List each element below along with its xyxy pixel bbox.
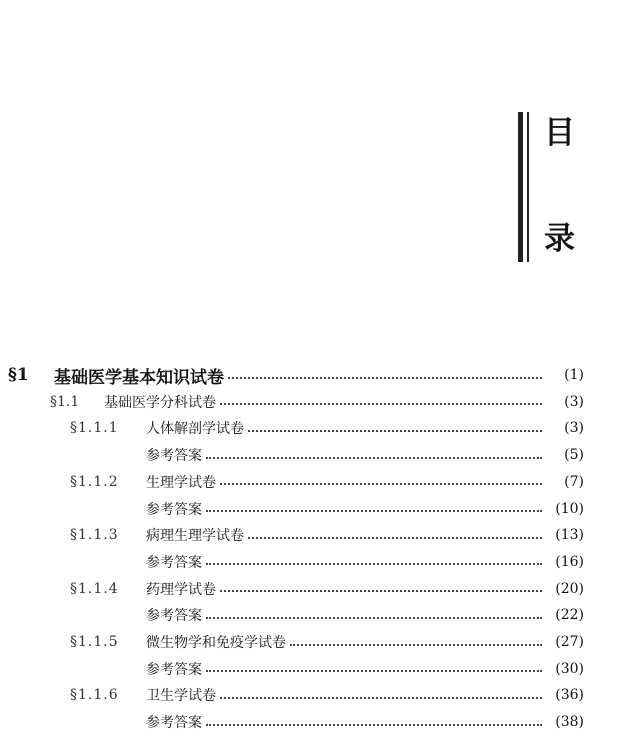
- toc-title: 基础医学基本知识试卷: [54, 367, 224, 388]
- toc-leader-dots: [206, 509, 542, 512]
- toc-row[interactable]: [70, 629, 584, 655]
- toc-page: (38): [555, 714, 584, 731]
- toc-leader-dots: [206, 723, 542, 726]
- toc-row[interactable]: [70, 602, 584, 628]
- toc-page: (10): [555, 500, 584, 517]
- toc-title: 生理学试卷: [146, 474, 216, 491]
- heading-thick-rule: [518, 112, 523, 262]
- toc-title: 人体解剖学试卷: [146, 421, 244, 438]
- toc-row[interactable]: [70, 576, 584, 602]
- toc-number: §1.1.5: [70, 634, 119, 650]
- toc-row[interactable]: [70, 549, 584, 575]
- toc-number: §1.1: [50, 393, 80, 410]
- heading-thin-rule: [527, 112, 529, 262]
- toc-leader-dots: [228, 376, 542, 379]
- toc-page: (27): [555, 634, 584, 650]
- toc-leader-dots: [220, 589, 542, 592]
- toc-title: 基础医学分科试卷: [104, 394, 216, 411]
- heading-char-mu: 目: [544, 115, 575, 151]
- toc-page: (7): [564, 473, 584, 490]
- toc-leader-dots: [220, 482, 542, 485]
- toc-number: §1.1.4: [70, 580, 119, 597]
- toc-row[interactable]: [70, 656, 584, 682]
- toc-row[interactable]: [8, 362, 584, 388]
- toc-title: 参考答案: [146, 715, 202, 732]
- toc-leader-dots: [206, 616, 542, 619]
- toc-row[interactable]: [70, 709, 584, 735]
- toc-leader-dots: [206, 669, 542, 672]
- toc-title: 病理生理学试卷: [146, 528, 244, 545]
- toc-number: §1: [8, 365, 29, 385]
- toc-title: 药理学试卷: [146, 581, 216, 598]
- toc-leader-dots: [220, 696, 542, 699]
- toc-row[interactable]: [70, 682, 584, 708]
- toc-leader-dots: [248, 429, 542, 432]
- toc-row[interactable]: [70, 469, 584, 495]
- toc-page: (3): [564, 393, 584, 410]
- toc-title: 参考答案: [146, 554, 202, 571]
- toc-title: 参考答案: [146, 661, 202, 678]
- toc-page: (20): [555, 580, 584, 597]
- toc-page: (1): [564, 367, 584, 383]
- toc-page: (13): [555, 527, 584, 544]
- toc-row[interactable]: [70, 522, 584, 548]
- toc-row[interactable]: [70, 496, 584, 522]
- toc-leader-dots: [220, 402, 542, 405]
- toc-row[interactable]: [50, 389, 584, 415]
- toc-page: (30): [555, 660, 584, 677]
- toc-row[interactable]: [70, 442, 584, 468]
- toc-title: 微生物学和免疫学试卷: [146, 635, 286, 651]
- toc-leader-dots: [206, 456, 542, 459]
- toc-heading: [518, 112, 618, 262]
- toc-page: (16): [555, 553, 584, 570]
- toc-page: (3): [564, 420, 584, 437]
- toc-number: §1.1.1: [70, 420, 119, 437]
- heading-char-lu: 录: [544, 221, 575, 257]
- toc-page: (36): [555, 687, 584, 704]
- toc-page: (22): [555, 607, 584, 624]
- toc-number: §1.1.3: [70, 527, 119, 544]
- toc-title: 卫生学试卷: [146, 688, 216, 705]
- toc-row[interactable]: [70, 415, 584, 441]
- toc-page: (5): [564, 447, 584, 464]
- toc-number: §1.1.6: [70, 687, 119, 704]
- toc-leader-dots: [248, 536, 542, 539]
- toc-title: 参考答案: [146, 448, 202, 465]
- toc-leader-dots: [206, 562, 542, 565]
- toc-number: §1.1.2: [70, 473, 119, 490]
- toc-title: 参考答案: [146, 608, 202, 625]
- toc-title: 参考答案: [146, 501, 202, 518]
- toc-leader-dots: [290, 643, 542, 646]
